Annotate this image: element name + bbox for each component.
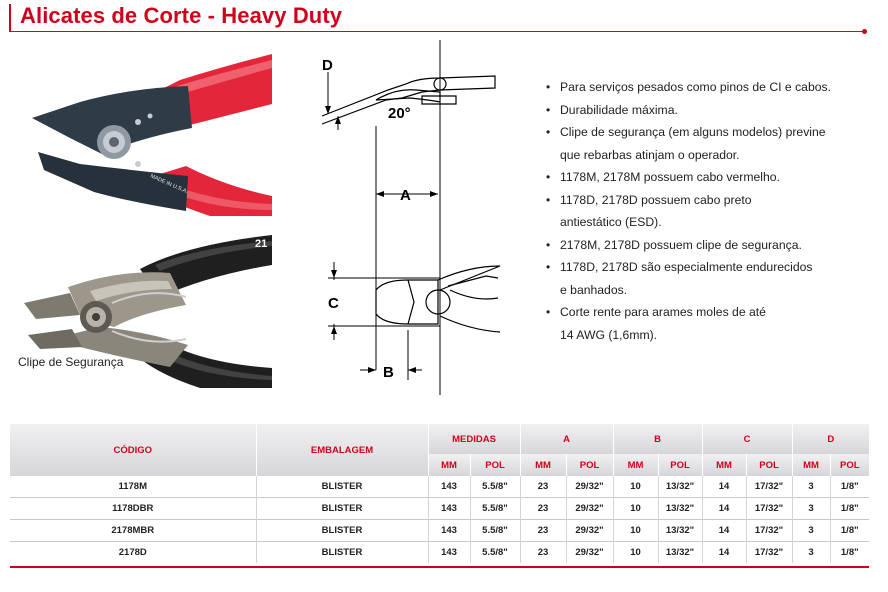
- title-accent-bar: [9, 4, 11, 32]
- cell-c-mm: 14: [702, 498, 746, 520]
- feature-item: • 1178M, 2178M possuem cabo vermelho.: [545, 166, 875, 189]
- feature-item: • 1178D, 2178D são especialmente endurecidos: [545, 256, 875, 279]
- cell-codigo: 1178M: [118, 481, 148, 492]
- photo-corner-number: 21: [255, 238, 268, 250]
- cell-d-pol: 1/8": [830, 542, 869, 564]
- cell-c-pol: 17/32": [746, 476, 792, 498]
- cell-codigo: 2178D: [10, 542, 256, 564]
- safety-clip-caption: Clipe de Segurança: [18, 355, 124, 369]
- dimension-label-d: D: [322, 57, 333, 74]
- cell-a-pol: 29/32": [566, 498, 613, 520]
- cell-embalagem: BLISTER: [256, 520, 428, 542]
- feature-item: 14 AWG (1,6mm).: [560, 327, 658, 342]
- dimension-diagram: [310, 40, 525, 395]
- subheader-pol: POL: [470, 454, 520, 476]
- cell-a-pol: 29/32": [566, 520, 613, 542]
- cell-embalagem: BLISTER: [256, 542, 428, 564]
- header-a: A: [520, 424, 613, 454]
- feature-list: [545, 76, 875, 346]
- cell-medidas-pol: 5.5/8": [470, 542, 520, 564]
- cell-b-pol: 13/32": [658, 476, 702, 498]
- cell-medidas-mm: 143: [428, 542, 470, 564]
- cell-a-mm: 23: [520, 476, 566, 498]
- header-d: D: [792, 424, 869, 454]
- table-row: [10, 476, 869, 498]
- cell-c-pol: 17/32": [746, 542, 792, 564]
- subheader-pol: POL: [566, 454, 613, 476]
- table-row: [10, 498, 869, 520]
- cell-c-pol: 17/32": [746, 520, 792, 542]
- subheader-pol: POL: [746, 454, 792, 476]
- feature-item: • 1178D, 2178D possuem cabo preto: [545, 189, 875, 212]
- header-medidas: MEDIDAS: [428, 424, 520, 454]
- cell-a-pol: 29/32": [566, 476, 613, 498]
- header-c: C: [702, 424, 792, 454]
- subheader-mm: MM: [702, 454, 746, 476]
- cell-c-mm: 14: [702, 476, 746, 498]
- cell-d-mm: 3: [792, 542, 830, 564]
- header-codigo: CÓDIGO: [10, 424, 256, 476]
- page-title: Alicates de Corte - Heavy Duty: [20, 3, 343, 28]
- cell-b-pol: 13/32": [658, 542, 702, 564]
- feature-item: • Durabilidade máxima.: [545, 99, 875, 122]
- cell-embalagem: BLISTER: [256, 476, 428, 498]
- cell-a-pol: 29/32": [566, 542, 613, 564]
- feature-item: • 2178M, 2178D possuem clipe de segurança.: [545, 234, 875, 257]
- feature-item: • Para serviços pesados como pinos de CI e cabos.: [545, 76, 875, 99]
- cell-codigo: 1178DBR: [10, 498, 256, 520]
- subheader-mm: MM: [520, 454, 566, 476]
- feature-item: e banhados.: [560, 282, 628, 297]
- product-photo-red-handle: [10, 46, 272, 216]
- cell-medidas-pol: 5.5/8": [470, 520, 520, 542]
- cell-medidas-mm: 143: [428, 476, 470, 498]
- cell-d-mm: 3: [792, 476, 830, 498]
- cell-medidas-pol: 5.5/8": [470, 476, 520, 498]
- cell-d-pol: 1/8": [830, 520, 869, 542]
- cell-a-mm: 23: [520, 542, 566, 564]
- table-row: [10, 542, 869, 564]
- cell-c-pol: 17/32": [746, 498, 792, 520]
- feature-item: antiestático (ESD).: [560, 215, 662, 229]
- cell-b-mm: 10: [613, 476, 658, 498]
- dimension-label-c: C: [328, 295, 339, 312]
- subheader-pol: POL: [658, 454, 702, 476]
- cell-b-pol: 13/32": [658, 520, 702, 542]
- subheader-mm: MM: [428, 454, 470, 476]
- cell-d-mm: 3: [792, 498, 830, 520]
- subheader-mm: MM: [613, 454, 658, 476]
- cell-c-mm: 14: [702, 542, 746, 564]
- subheader-mm: MM: [792, 454, 830, 476]
- table-row: [10, 520, 869, 542]
- dimension-label-a: A: [400, 187, 411, 204]
- spec-table: [10, 424, 869, 563]
- cell-d-pol: 1/8": [830, 498, 869, 520]
- handle-imprint-text: MADE IN U.S.A.: [149, 173, 189, 196]
- cell-medidas-mm: 143: [428, 498, 470, 520]
- cell-a-mm: 23: [520, 520, 566, 542]
- feature-item: que rebarbas atinjam o operador.: [560, 147, 740, 162]
- dimension-label-b: B: [383, 364, 394, 381]
- angle-label: 20°: [388, 105, 411, 122]
- cell-b-mm: 10: [613, 542, 658, 564]
- cell-medidas-pol: 5.5/8": [470, 498, 520, 520]
- header-embalagem: EMBALAGEM: [256, 424, 428, 476]
- cell-codigo: 2178MBR: [10, 520, 256, 542]
- cell-medidas-mm: 143: [428, 520, 470, 542]
- subheader-pol: POL: [830, 454, 869, 476]
- title-underline-dot: [862, 29, 867, 34]
- feature-item: • Corte rente para arames moles de até: [545, 301, 875, 324]
- cell-b-mm: 10: [613, 498, 658, 520]
- cell-embalagem: BLISTER: [256, 498, 428, 520]
- cell-d-mm: 3: [792, 520, 830, 542]
- cell-b-pol: 13/32": [658, 498, 702, 520]
- cell-c-mm: 14: [702, 520, 746, 542]
- title-underline: [9, 31, 866, 32]
- table-bottom-rule: [10, 566, 869, 568]
- cell-a-mm: 23: [520, 498, 566, 520]
- cell-b-mm: 10: [613, 520, 658, 542]
- header-b: B: [613, 424, 702, 454]
- feature-item: • Clipe de segurança (em alguns modelos) previne: [545, 121, 875, 144]
- cell-d-pol: 1/8": [830, 476, 869, 498]
